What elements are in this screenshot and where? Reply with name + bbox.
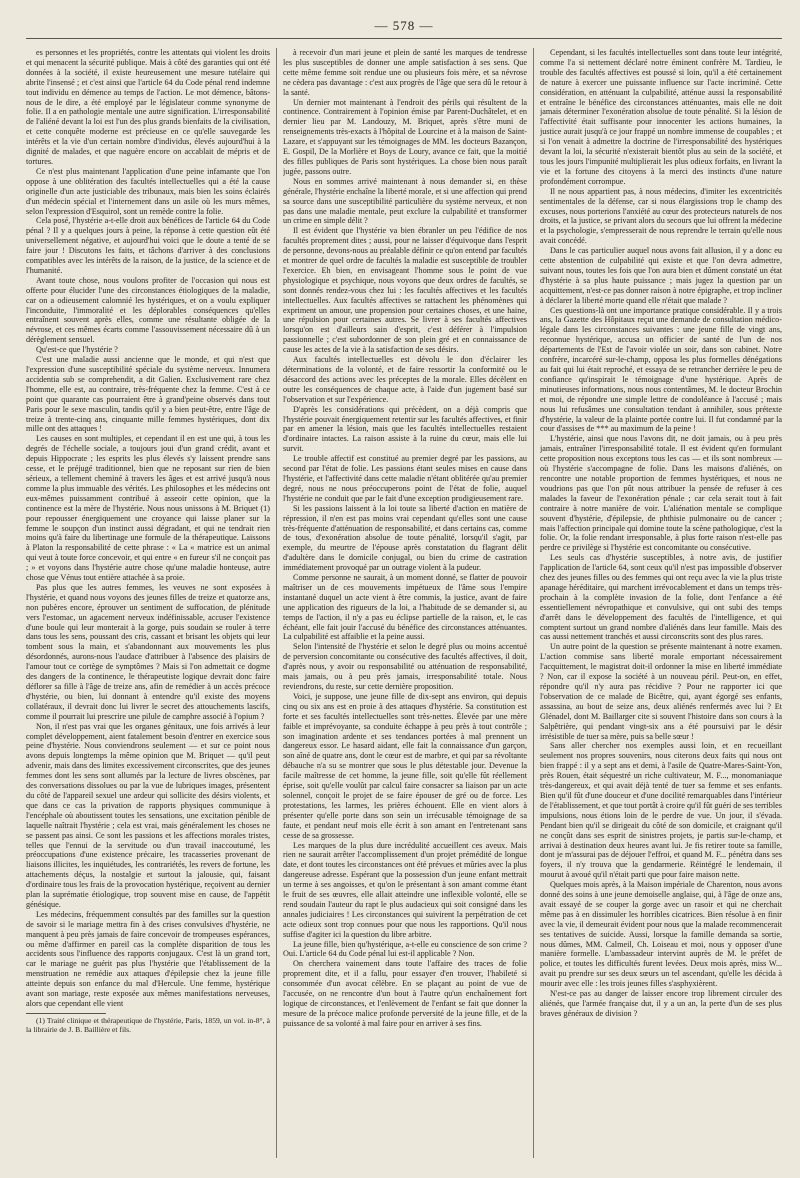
paragraph: N'est-ce pas au danger de laisser encore trop librement circuler des aliénés, que l'armée française dut, il y a un an, la perte d'un de ses plus braves généraux de division ? xyxy=(540,989,782,1018)
paragraph: Il est évident que l'hystérie va bien ébranler un peu l'édifice de nos facultés proprement dites ; aussi, pour ne laisser d'équivoque dans l'esprit de personne, devons-nous au préalable définir ce qu'on entend par facultés et montrer de quel ordre de facultés la maladie est susceptible de troubler l'exercice. Eh bien, en envisageant l'homme sous le point de vue physiologique et psychique, nous voyons que deux ordres de facultés, se sont donnés rendez-vous chez lui : les facultés affectives et les facultés intellectuelles. Aux facultés affectives se rattachent les phénomènes qui expriment un amour, une propension pour certaines choses, et une haine, une répulsion pour certaines autres. Se livrer à ses facultés affectives lorsqu'on est d'ailleurs sain d'esprit, c'est déférer à l'impulsion passionnelle ; c'est subordonner de son plein gré et en connaissance de cause les actes de la vie à la satisfaction de ses désirs. xyxy=(283,226,527,355)
paragraph: Un autre point de la question se présente maintenant à notre examen. L'action commise sans liberté morale emportant nécessairement l'acquittement, le magistrat doit-il ordonner la mise en liberté immédiate ? Non, car il expose la société à un nouveau péril. Peut-on, en effet, répondre qu'il n'y aura pas récidive ? Pour ne rapporter ici que l'observation de ce malade de Bicêtre, qui, ayant égorgé ses enfants, assassina, au bout de seize ans, deux aliénés renfermés avec lui ? Et Glénadel, dont M. Baillarger cite si souvent l'histoire dans son cours à la Salpêtrière, qui pendant vingt-six ans a été poursuivi par le désir irrésistible de tuer sa mère, puis sa belle sœur ! xyxy=(540,642,782,741)
page-number: — 578 — xyxy=(374,18,434,33)
paragraph: Les marques de la plus dure incrédulité accueillent ces aveux. Mais rien ne saurait arrêter l'accomplissement d'un projet prémédité de longue date, et dont toutes les circonstances ont été prévues et mûries avec la plus dangereuse adresse. Espérant que la possession d'un jeune enfant mettrait un terme à ses angoisses, et qu'on le présentant à son amant comme étant le fruit de ses œuvres, elle allait atteindre une inflexible volonté, elle se rend soudain l'auteur du rapt le plus audacieux qui soit consigné dans les annales judiciaires ! Les circonstances qui suivirent la perpétration de cet acte odieux sont trop connues pour que nous les rapportions. Qu'il nous suffise d'agiter ici la question du libre arbitre. xyxy=(283,840,527,939)
paragraph: Dans le cas particulier auquel nous avons fait allusion, il y a donc eu cette abstention de culpabilité qui existe et que l'on devra admettre, suivant nous, toutes les fois que l'on aura bien et dûment constaté un état d'hystérie à sa plus haute puissance ; mais jugez la question par un acquittement, n'est-ce pas donner raison à notre épigraphe, et trop incliner à déclarer la liberté morte quand elle n'était que malade ? xyxy=(540,246,782,305)
paragraph: D'après les considérations qui précèdent, on a déjà compris que l'hystérie pouvait énergiquement retentir sur les facultés affectives, et finir par en amener la lésion, mais que les facultés intellectuelles restaient d'ordinaire intactes. La raison assiste à la ruine du cœur, mais elle lui survit. xyxy=(283,404,527,454)
paragraph: Aux facultés intellectuelles est dévolu le don d'éclairer les déterminations de la volonté, et de faire ressortir la conformité ou le désaccord des actions avec les préceptes de la morale. Elles décèlent en outre les conséquences de chaque acte, à l'aide d'un jugement basé sur l'observation et sur l'expérience. xyxy=(283,355,527,404)
column-divider xyxy=(276,48,277,1158)
column-1 xyxy=(26,48,270,1168)
paragraph: Ce n'est plus maintenant l'application d'une peine infamante que l'on oppose à une oblitération des facultés intellectuelles qui a été la cause originelle d'un acte justiciable des tribunaux, mais bien les soins éclairés d'un médecin spécial et l'internement dans un asile où les murs mêmes, selon l'expression d'Esquirol, sont un remède contre la folie. xyxy=(26,166,270,216)
paragraph: Cependant, si les facultés intellectuelles sont dans toute leur intégrité, comme l'a si nettement déclaré notre éminent confrère M. Tardieu, le trouble des facultés affectives est poussé si loin, qu'il a été certainement de nature à exercer une puissante influence sur l'acte incriminé. Cette considération, en atténuant la culpabilité, atténue aussi la responsabilité et entraîne le bénéfice des circonstances atténuantes, mais elle ne doit jamais déterminer l'exonération absolue de toute pénalité. Si la lésion de l'affectivité était suffisante pour innocenter les actions humaines, la justice aurait jusqu'à ce jour frappé un nombre immense de coupables ; et si l'on venait à admettre la doctrine de l'irresponsabilité des hystériques devant la loi, la sécurité n'existerait bientôt plus au sein de la société, et tous les jours l'impunité multiplierait les plus odieux forfaits, en livrant la vie et la fortune des citoyens à la merci des instincts d'une nature profondément corrompue. xyxy=(540,48,782,186)
paragraph: Les seuls cas d'hystérie susceptibles, à notre avis, de justifier l'application de l'article 64, sont ceux qu'il n'est pas impossible d'observer chez des jeunes filles ou des femmes qui ont reçu avec la vie la plus triste apanage héréditaire, qui marchent irrévocablement et dans un temps très-prochain à la complète invasion de la folie, dont l'enfance a été essentiellement névropathique et convulsive, qui ont subi des temps d'arrêt dans le développement des facultés de l'intelligence, et qui comptent surtout un grand nombre d'aliénés dans leur famille. Mais des cas aussi nettement tranchés et aussi circonscrits sont des plus rares. xyxy=(540,553,782,642)
paragraph: Si les passions laissent à la loi toute sa liberté d'action en matière de répression, il n'en est pas moins vrai cependant qu'elles sont une cause très-fréquente d'atténuation de responsabilité, et dans certains cas, comme de tous, d'exonération absolue de toute pénalité, lorsqu'il s'agit, par exemple, du meurtre de l'épouse après constatation du flagrant délit d'adultère dans le domicile conjugal, ou bien du crime de castration immédiatement provoqué par un outrage violent à la pudeur. xyxy=(283,503,527,573)
paragraph: Les médecins, fréquemment consultés par des familles sur la question de savoir si le mariage mettra fin à des crises convulsives d'hystérie, ne manquent à peu près jamais de faire concevoir de trompeuses espérances, ou même d'affirmer en pareil cas la complète disparition de tous les accidents sous l'influence des rapports conjugaux. C'est là un grand tort, car le mariage ne guérit pas plus l'hystérie que l'établissement de la menstruation ne remédie aux attaques d'épilepsie chez la jeune fille atteinte depuis son enfance du mal d'Hercule. Une femme, hystérique avant son mariage, reste exposée aux mêmes manifestations nerveuses, alors que cependant elle vient xyxy=(26,909,270,1008)
footnote: (1) Traité clinique et thérapeutique de l'hystérie, Paris, 1859, un vol. in-8°, à la librairie de J. B. Baillière et fils. xyxy=(26,1015,270,1035)
paragraph: Quelques mois après, à la Maison impériale de Charenton, nous avons donné des soins à une jeune demoiselle anglaise, qui, à l'âge de onze ans, avait essayé de se couper la gorge avec un rasoir et qui ne cherchait même pas à en dissimuler les horribles cicatrices. Bien résolue à en finir avec la vie, il demeurait évident pour nous que la malade recommencerait ses tentatives de suicide. Aussi, lorsque la famille demanda sa sortie, nous dûmes, MM. Calmeil, Ch. Loiseau et moi, nous y opposer d'une manière formelle. L'ambassadeur intervint auprès de M. le préfet de police, et toutes les difficultés furent levées. Deux mois après, miss W... avait pu prendre sur ses deux sœurs un tel ascendant, qu'elle les décida à mourir avec elle : les trois jeunes filles s'asphyxièrent. xyxy=(540,880,782,989)
paragraph: Un dernier mot maintenant à l'endroit des périls qui résultent de la continence. Contrairement à l'opinion émise par Parent-Duchâtelet, et en dernier lieu par M. Landouzy, M. Briquet, après s'être muni de renseignements très-exacts à l'hôpital de Lourcine et à la maison de Saint-Lazare, et s'appuyant sur les témoignages de MM. les docteurs Bazançon, E. Gospil, De la Morlière et Boys de Loury, avance ce fait, que la moitié des filles publiques de Paris sont hystériques. La chose bien nous paraît jugée, passons outre. xyxy=(283,97,527,176)
paragraph: C'est une maladie aussi ancienne que le monde, et qui n'est que l'expression d'une susceptibilité spéciale du système nerveux. Innumera accidentia sub se comprehendit, a dit Galien. Exclusivement rare chez l'homme, elle est, au contraire, très-fréquente chez la femme. C'est à ce point que quarante cas pourraient être à grand'peine observés dans tout Paris pour le sexe masculin, tandis qu'il y a bien peut-être, entre l'âge de treize à trente-cinq ans, cinquante mille femmes hystériques, dont dix mille ont des attaques ! xyxy=(26,355,270,434)
paragraph: Voici, je suppose, une jeune fille de dix-sept ans environ, qui depuis cinq ou six ans est en proie à des attaques d'hystérie. Sa constitution est forte et ses facultés intellectuelles sont très-nettes. Élevée par une mère faible et imprévoyante, sa conduite échappe à peu près à tout contrôle ; son imagination ardente et ses tendances portées à mal prennent un dangereux essor. Le hasard aidant, elle fait la connaissance d'un garçon, son aîné de quatre ans, dont le cœur est de marbre, et qui par sa révoltante débauche n'a su se montrer que sous le plus détestable jour. Devenue la facile maîtresse de cet homme, la jeune fille, soit qu'elle fût réellement éprise, soit qu'elle voulût par calcul faire consacrer sa liaison par un acte solennel, conçoit le projet de se faire épouser de gré ou de force. Les protestations, les larmes, les prières échouent. Elle en vient alors à présenter qu'elle porte dans son sein un irrécusable témoignage de sa faute, et pendant neuf mois elle écrit à son amant en l'entretenant sans cesse de sa grossesse. xyxy=(283,691,527,840)
paragraph: Nous en sommes arrivé maintenant à nous demander si, en thèse générale, l'hystérie enchaîne la liberté morale, et si une affection qui prend sa source dans une susceptibilité particulière du système nerveux, et non pas dans une maladie mentale, peut exclure la culpabilité et transformer un crime en simple délit ? xyxy=(283,176,527,226)
column-divider xyxy=(533,48,534,1158)
column-2 xyxy=(283,48,527,1168)
column-3 xyxy=(540,48,782,1168)
paragraph: Selon l'intensité de l'hystérie et selon le degré plus ou moins accentué de perversion concomitante ou consécutive des facultés affectives, il doit, d'après nous, y avoir ou responsabilité ou atténuation de responsabilité, mais jamais, ou à peu près jamais, irresponsabilité totale. Nous reviendrons, du reste, sur cette dernière proposition. xyxy=(283,642,527,691)
footnote-rule xyxy=(26,1013,106,1014)
paragraph: Pas plus que les autres femmes, les veuves ne sont exposées à l'hystérie, et quand nous voyons des jeunes filles de treize et quatorze ans, non pubères encore, éprouver un sentiment de suffocation, de plénitude vers l'estomac, un agacement nerveux indéfinissable, accuser l'existence d'une boule qui leur monterait à la gorge, puis soudain se rouler à terre dans tous les sens, poussant des cris, cassant et brisant les objets qui leur tombent sous la main, et s'abandonnant aux mouvements les plus désordonnés, aurons-nous l'audace d'attribuer à l'absence des plaisirs de l'amour tout ce cortège de symptômes ? Mais si l'on admettait ce dogme des dangers de la continence, le thérapeutiste logique devrait donc faire déflorer sa fille à l'âge de treize ans, afin de remédier à un accès précoce d'hystérie, ou bien, lui donnant à entendre qu'il existe des moyens collatéraux, il devrait donc lui livrer le secret des attouchements lascifs, comme il pourrait lui prescrire une pilule de camphre associé à l'opium ? xyxy=(26,582,270,721)
paragraph: Il ne nous appartient pas, à nous médecins, d'imiter les excentricités sentimentales de la défense, car si nous élargissions trop le champ des excuses, nous porterions l'anxiété au cœur des protecteurs naturels de nos droits, et la justice, se privant alors du secours que lui offrent la médecine et la psychologie, s'empresserait de nous reprendre le terrain qu'elle nous avait concédé. xyxy=(540,186,782,246)
paragraph: La jeune fille, bien qu'hystérique, a-t-elle eu conscience de son crime ? Oui. L'article 64 du Code pénal lui est-il applicable ? Non. xyxy=(283,939,527,959)
paragraph: Comme personne ne saurait, à un moment donné, se flatter de pouvoir maîtriser un de ces mouvements impétueux de l'âme sous l'empire instantané duquel un acte vient à être commis, la justice, avant de faire une application des rigueurs de la loi, a l'habitude de se demander si, au temps de l'action, il n'y a pas eu éclipse partielle de la raison, et, le cas échéant, elle fait jouir l'accusé du bénéfice des circonstances atténuantes. La culpabilité est affaiblie et la peine aussi. xyxy=(283,573,527,642)
paragraph: On cherchera vainement dans toute l'affaire des traces de folie proprement dite, et il a fallu, pour essayer d'en trouver, l'habileté si consommée d'un avocat célèbre. En se plaçant au point de vue de l'accusée, on ne rencontre d'un bout à l'autre qu'un enchaînement fort logique de circonstances, et l'enlèvement de l'enfant se fait que donner la mesure de la précoce malice profonde perversité de la jeune fille, et de la puissance de sa volonté à mal faire pour en arriver à ses fins. xyxy=(283,959,527,1028)
paragraph: Les causes en sont multiples, et cependant il en est une qui, à tous les degrés de l'échelle sociale, a toujours joui d'un grand crédit, avant et depuis Hippocrate ; les esprits les plus élevés s'y laissent prendre sans cesse, et le préjugé traditionnel, bien que ne reposant sur rien de bien sérieux, a tellement cheminé à travers les âges et est arrivé jusqu'à nous comme la plus immuable des vérités. Les philosophes et les médecins ont eux-mêmes puissamment contribué à asseoir cette opinion, que la continence est la mère de l'hystérie. Nous nous unissons à M. Briquet (1) pour repousser énergiquement une croyance qui laisse planer sur la femme le soupçon d'un instinct aussi dégradant, et qui ne tendrait rien moins qu'à faire du libertinage une formule de la thérapeutique. Laissons à Platon la responsabilité de cette phrase : « La « matrice est un animal qui veut à toute force concevoir, et qui entre « en fureur s'il ne conçoit pas ; » et voyons dans l'hystérie autre chose qu'une maladie honteuse, autre chose que Vénus tout entière attachée à sa proie. xyxy=(26,434,270,583)
paragraph: Sans aller chercher nos exemples aussi loin, et en recueillant seulement nos propres souvenirs, nous citerons deux faits qui nous ont bien frappé : il y a sept ans et demi, à l'asile de Quatre-Mares-Saint-Yon, près Rouen, était séquestré un riche cultivateur, M. F..., monomaniaque très-dangereux, et qui avait déjà tenté de tuer sa femme et ses enfants. Bien qu'il fût d'une douceur et d'une docilité remarquables dans l'intérieur de l'établissement, et que tout portât à croire qu'il fût guéri de ses terribles impulsions, nous étions loin de le perdre de vue. Un jour, il s'évada. Pendant bien qu'il se dirigeait du côté de son domicile, et craignant qu'il ne conçût dans ses esprit de sinistres projets, je partis sur-le-champ, et arrivai à destination deux heures avant lui. Je fis retirer toute sa famille, dont je m'assurai pas de déjouer l'effroi, et quand M. F... pénétra dans ses foyers, il n'y trouva que la gendarmerie. Réintégré le lendemain, il mourut à avoué qu'il n'était parti que pour faire maison nette. xyxy=(540,741,782,880)
paragraph: Le trouble affectif est constitué au premier degré par les passions, au second par l'état de folie. Les passions étant seules mises en cause dans l'hystérie, et l'affectivité dans cette maladie n'étant oblitérée qu'au premier degré, nous ne nous préoccuperons point de l'état de folie, auquel l'hystérie ne conduit que par le fait d'une exception prodigieusement rare. xyxy=(283,454,527,503)
paragraph: Cela posé, l'hystérie a-t-elle droit aux bénéfices de l'article 64 du Code pénal ? Il y a quelques jours à peine, la réponse à cette question eût été universellement négative, et aujourd'hui voici que le doute a tenté de se faire jour ! Discutons les faits, et tâchons d'arriver à des conclusions compatibles avec les intérêts de la raison, de la justice, de la science et de l'humanité. xyxy=(26,216,270,275)
paragraph: Ces questions-là ont une importance pratique considérable. Il y a trois ans, la Gazette des Hôpitaux reçut une demande de consultation médico-légale dans les circonstances suivantes : une jeune fille de vingt ans, reconnue hystérique, accusa un officier de santé de l'un de nos départements de l'Est de l'avoir violée un soir, dans son cabinet. Notre confrère, incarcéré sur-le-champ, opposa les plus formelles dénégations au fait qui lui était reproché, et essaya de se retrancher derrière le peu de confiance qu'inspirait le témoignage d'une hystérique. Après de minutieuses informations, nous nous contentâmes, M. le docteur Brochin et moi, de répondre une simple lettre de condoléance à l'accusé ; mais nous lui refusâmes une consultation tendant à annihiler, sous prétexte d'hystérie, la valeur de la plainte portée contre lui. Il fut condamné par la cour d'assises de *** au maximum de la peine ! xyxy=(540,305,782,434)
paragraph: Qu'est-ce que l'hystérie ? xyxy=(36,345,118,355)
paragraph: Avant toute chose, nous voulons profiter de l'occasion qui nous est offerte pour élucider l'une des circonstances étiologiques de la maladie, car on a odieusement calomnié les hystériques, et on a voulu expliquer l'inconduite, l'immoralité et les déplorables conséquences qu'elles entraînent souvent après elles, comme une résultante obligée de la névrose, et ces mêmes écarts comme l'assouvissement nécessaire dû à un dérèglement sensuel. xyxy=(26,275,270,345)
paragraph: à recevoir d'un mari jeune et plein de santé les marques de tendresse les plus susceptibles de donner une ample satisfaction à ses sens. Que cette même femme soit rendue une ou plusieurs fois mère, et sa névrose ne cèdera pas davantage : c'est aux progrès de l'âge que sera dû le retour à la santé. xyxy=(283,48,527,97)
paragraph: es personnes et les propriétés, contre les attentats qui violent les droits et qui menacent la sécurité publique. Mais à côté des garanties qui ont été données à la société, il existe heureusement une mesure tutélaire qui abrite l'insensé ; et c'est ainsi que l'article 64 du Code pénal rend indemne tout individu en démence au temps de l'action. Le mot démence, bâtons-nous de le dire, a été employé par le législateur comme synonyme de folie. Il a en pathologie mentale une autre signification. L'irresponsabilité de l'aliéné devant la loi est l'un des plus grands bienfaits de la civilisation, et cette conquête moderne est précieuse en ce qu'elle sauvegarde les intérêts et la vie d'un certain nombre d'individus, élevés aujourd'hui à la dignité de malades, et que naguère encore on accablait de mépris et de tortures. xyxy=(26,48,270,166)
page-header xyxy=(26,16,782,39)
paragraph: Non, il n'est pas vrai que les organes génitaux, une fois arrivés à leur complet développement, aient fatalement besoin d'entrer en exercice sous peine d'hystérie. Nous conviendrons seulement — et sur ce point nous avons depuis longtemps la même opinion que M. Briquet — qu'il peut advenir, mais dans des limites excessivement circonscrites, que des jeunes femmes dont les sens sont allumés par la lecture de livres obscènes, par des conversations dissolues ou par la vue de lubriques images, présentent du côté de l'appareil sexuel une ardeur qui sollicite des désirs violents, et que dans ce cas la privation de rapports physiques communique à l'encéphale où aboutissent toutes les sensations, une excitation pénible de laquelle naîtrait l'hystérie ; cela est vrai, mais généralement les choses ne se passent pas ainsi. Ce sont les passions et les affections morales tristes, telles que l'ennui de la servitude ou d'un travail inaccoutumé, les préoccupations d'une existence précaire, les tracasseries provenant de liaisons illicites, les inquiétudes, les contrariétés, les revers de fortune, les attachements déçus, la nostalgie et surtout la jalousie, qui, faisant d'ordinaire tous les frais de la provocation hystérique, reçoivent au dernier plan la suprématie étiologique, trop souvent mise en cause, de l'appétit génésique. xyxy=(26,721,270,909)
paragraph: L'hystérie, ainsi que nous l'avons dit, ne doit jamais, ou à peu près jamais, entraîner l'irresponsabilité totale. Il est évident qu'en formulant cette proposition nous exceptons tous les cas — et ils sont nombreux — où l'hystérie s'accompagne de folie. Dans les maisons d'aliénés, on rencontre une notable proportion de femmes hystériques, et nous ne voudrions pas que l'on pût nous attribuer la pensée de refuser à ces malades la faveur de l'exonération pénale ; car cela serait tout à fait contraire à notre manière de voir. L'aliénation mentale se complique souvent d'hystérie, d'épilepsie, de phthisie pulmonaire ou de cancer ; mais l'affection principale qui domine toute la scène pathologique, c'est la folie. Or, la folie rendant irresponsable, à plus forte raison n'est-elle pas perdre ce privilège si l'hystérie est concomitante ou consécutive. xyxy=(540,434,782,553)
